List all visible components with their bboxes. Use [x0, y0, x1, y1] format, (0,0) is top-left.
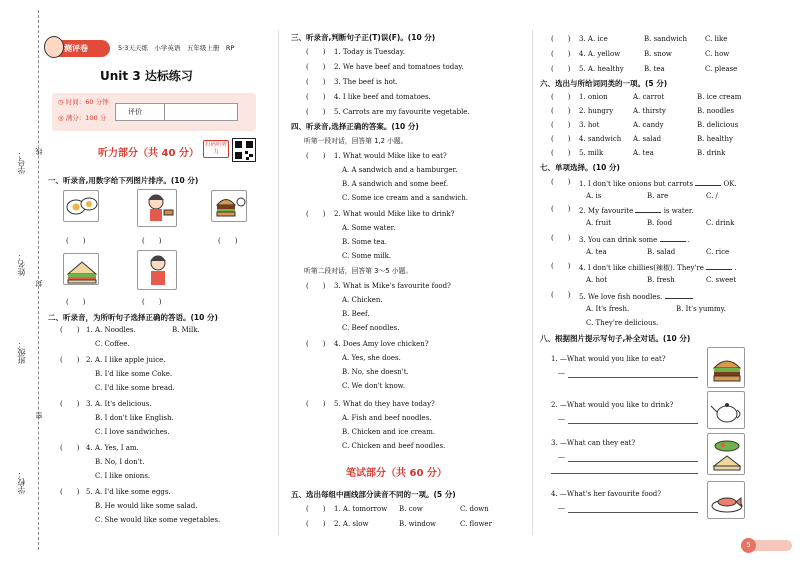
s2-answer-paren[interactable]: ( )	[60, 444, 80, 452]
column-divider-1	[278, 30, 279, 535]
s2-question-number: 1.	[86, 326, 93, 334]
s6-option-a: A. candy	[633, 121, 664, 129]
s7-blank[interactable]	[706, 262, 732, 270]
s7-answer-paren[interactable]: ( )	[551, 262, 571, 270]
s4-question: 2. What would Mike like to drink?	[334, 210, 455, 218]
s3-answer-paren[interactable]: ( )	[306, 108, 326, 116]
s4-option-a: A. Fish and beef noodles.	[342, 414, 432, 422]
s8-question: 3. —What can they eat?	[551, 439, 636, 447]
s8-answer-line[interactable]	[568, 512, 698, 513]
s2-option-b: B. He would like some salad.	[95, 502, 198, 510]
s4-question: 4. Does Amy love chicken?	[334, 340, 429, 348]
picture-2	[137, 189, 177, 227]
s4-option-a: A. Chicken.	[342, 296, 383, 304]
binding-mark-seal: 封	[35, 280, 43, 287]
s5-answer-paren[interactable]: ( )	[306, 505, 326, 513]
binding-margin	[0, 0, 46, 566]
answer-paren-2[interactable]: ( )	[142, 237, 162, 245]
section-8-heading: 八、根据图片提示写句子,补全对话。(10 分)	[540, 334, 691, 343]
s8-picture-4	[707, 481, 745, 519]
s7-question: 2. My favourite is water.	[579, 207, 694, 215]
s7-option-a: A. fruit	[586, 219, 612, 227]
s3-answer-paren[interactable]: ( )	[306, 48, 326, 56]
s8-answer-line[interactable]	[551, 473, 698, 474]
s6-option-b: B. noodles	[697, 107, 734, 115]
s2-answer-paren[interactable]: ( )	[60, 400, 80, 408]
s5-option-a: 2. A. slow	[334, 520, 369, 528]
s8-dash: —	[558, 504, 565, 512]
s6-answer-paren[interactable]: ( )	[551, 121, 571, 129]
s5-answer-paren[interactable]: ( )	[551, 65, 571, 73]
section-3-heading: 三、听录音,判断句子正(T)误(F)。(10 分)	[291, 33, 436, 42]
s7-option-c: C. drink	[706, 219, 735, 227]
teapot-icon	[708, 392, 746, 430]
s6-option-b: B. delicious	[697, 121, 739, 129]
salad-sandwich-icon	[708, 434, 746, 476]
s8-dash: —	[558, 369, 565, 377]
s5-answer-paren[interactable]: ( )	[306, 520, 326, 528]
s2-option-c: C. I like onions.	[95, 472, 151, 480]
s8-picture-2	[707, 391, 745, 429]
girl-eating-icon	[138, 190, 178, 228]
s2-question-number: 2.	[86, 356, 93, 364]
s5-option-c: C. how	[705, 50, 730, 58]
s7-option-c: C. sweet	[706, 276, 737, 284]
s2-question-number: 3.	[86, 400, 93, 408]
s2-option-a: A. Noodles.	[95, 326, 136, 334]
s7-option-b: B. food	[647, 219, 673, 227]
s4-option-c: C. Chicken and beef noodles.	[342, 442, 446, 450]
picture-4	[63, 253, 99, 285]
s4-question: 3. What is Mike's favourite food?	[334, 282, 451, 290]
picture-5	[137, 250, 177, 290]
s5-option-b: B. window	[399, 520, 437, 528]
s2-option-c: C. Coffee.	[95, 340, 130, 348]
s7-option-a: A. tea	[586, 248, 607, 256]
page-number-bar	[752, 540, 792, 551]
s8-answer-line[interactable]	[568, 377, 698, 378]
qr-code-icon[interactable]	[232, 138, 256, 162]
s5-answer-paren[interactable]: ( )	[551, 50, 571, 58]
picture-3	[211, 190, 247, 222]
s4-option-c: C. We don't know.	[342, 382, 406, 390]
clock-icon: ◷	[58, 98, 66, 106]
section-2-heading: 二、听录音，为所听句子选择正确的答语。(10 分)	[48, 313, 218, 322]
s4-answer-paren[interactable]: ( )	[306, 400, 326, 408]
hamburger-icon	[212, 191, 248, 223]
s4-option-b: B. Beef.	[342, 310, 370, 318]
s4-option-c: C. Some ice cream and a sandwich.	[342, 194, 468, 202]
s6-given-word: 3. hot	[579, 121, 600, 129]
s7-blank[interactable]	[660, 234, 686, 242]
s4-option-c: C. Beef noodles.	[342, 324, 400, 332]
s6-given-word: 5. milk	[579, 149, 604, 157]
s8-answer-line[interactable]	[568, 461, 698, 462]
answer-paren-1[interactable]: ( )	[66, 237, 86, 245]
score-info: ◎ 满分：100 分	[58, 114, 107, 122]
s2-option-b: B. No, I don't.	[95, 458, 145, 466]
s2-answer-paren[interactable]: ( )	[60, 356, 80, 364]
series-info: 5·3天天练 小学英语 五年级上册 RP	[118, 44, 235, 52]
dialogue-2-intro: 听第二段对话，回答第 3～5 小题。	[304, 267, 413, 275]
evaluation-box	[115, 103, 238, 121]
s7-option-b: B. are	[647, 192, 669, 200]
s2-option-a: A. I'd like some eggs.	[95, 488, 171, 496]
s4-option-a: A. A sandwich and a hamburger.	[342, 166, 458, 174]
section-4-heading: 四、听录音,选择正确的答案。(10 分)	[291, 122, 419, 131]
s7-blank[interactable]	[695, 178, 721, 186]
girl-icon	[138, 251, 178, 291]
s4-option-a: A. Yes, she does.	[342, 354, 401, 362]
s5-option-c: C. flower	[460, 520, 492, 528]
s6-answer-paren[interactable]: ( )	[551, 135, 571, 143]
s5-option-b: B. tea	[644, 65, 665, 73]
s6-given-word: 4. sandwich	[579, 135, 622, 143]
s4-answer-paren[interactable]: ( )	[306, 340, 326, 348]
class-label: 班级：	[17, 340, 26, 364]
section-6-heading: 六、选出与所给词同类的一项。(5 分)	[540, 79, 668, 88]
writing-heading: 笔试部分（共 60 分）	[346, 468, 447, 479]
sandwich-icon	[64, 254, 100, 286]
s3-answer-paren[interactable]: ( )	[306, 63, 326, 71]
s6-answer-paren[interactable]: ( )	[551, 107, 571, 115]
s8-question: 2. —What would you like to drink?	[551, 401, 674, 409]
s2-option-a: A. It's delicious.	[95, 400, 152, 408]
column-divider-2	[532, 30, 533, 535]
s7-option-a: A. hot	[586, 276, 608, 284]
school-label: 学校：	[17, 470, 26, 494]
dialogue-1-intro: 听第一段对话，回答第 1,2 小题。	[304, 137, 408, 145]
s4-question: 1. What would Mike like to eat?	[334, 152, 447, 160]
s5-option-a: 4. A. yellow	[579, 50, 621, 58]
eggs-icon	[64, 191, 100, 223]
s8-picture-3	[707, 433, 745, 475]
s6-given-word: 2. hungry	[579, 107, 614, 115]
s5-option-c: C. please	[705, 65, 738, 73]
s8-dash: —	[558, 453, 565, 461]
s4-option-b: B. No, she doesn't.	[342, 368, 409, 376]
score-icon: ◎	[58, 114, 66, 122]
hamburger-icon	[708, 348, 746, 389]
s5-option-c: C. like	[705, 35, 728, 43]
s2-option-b: B. I'd like some Coke.	[95, 370, 173, 378]
s8-question: 4. —What's her favourite food?	[551, 490, 662, 498]
s5-option-a: 3. A. ice	[579, 35, 608, 43]
section-7-heading: 七、单项选择。(10 分)	[540, 163, 620, 172]
s4-answer-paren[interactable]: ( )	[306, 210, 326, 218]
s7-option-a: A. is	[586, 192, 602, 200]
answer-paren-4[interactable]: ( )	[66, 298, 86, 306]
section-5-heading: 五、选出每组中画线部分读音不同的一项。(5 分)	[291, 490, 456, 499]
s3-statement: 5. Carrots are my favourite vegetable.	[334, 108, 470, 116]
s7-option-c: C. rice	[706, 248, 730, 256]
s8-dash: —	[558, 415, 565, 423]
s2-option-b: B. I don't like English.	[95, 414, 174, 422]
s5-option-b: B. cow	[399, 505, 423, 513]
s3-statement: 1. Today is Tuesday.	[334, 48, 405, 56]
s4-option-a: A. Some water.	[342, 224, 396, 232]
page-number: 5	[741, 538, 756, 553]
s6-option-b: B. healthy	[697, 135, 733, 143]
time-info: ◷ 时间：60 分钟	[58, 98, 109, 106]
s2-option-c: C. She would like some vegetables.	[95, 516, 221, 524]
s7-answer-paren[interactable]: ( )	[551, 178, 571, 186]
s4-option-c: C. Some milk.	[342, 252, 392, 260]
s2-option-a: A. I like apple juice.	[95, 356, 166, 364]
s6-answer-paren[interactable]: ( )	[551, 93, 571, 101]
s2-question-number: 4.	[86, 444, 93, 452]
evaluation-label: 评价	[128, 108, 142, 116]
s6-option-b: B. drink	[697, 149, 726, 157]
s2-answer-paren[interactable]: ( )	[60, 488, 80, 496]
mascot-icon	[44, 36, 64, 58]
s7-answer-paren[interactable]: ( )	[551, 234, 571, 242]
answer-paren-5[interactable]: ( )	[142, 298, 162, 306]
s7-question: 3. You can drink some .	[579, 236, 690, 244]
s2-option-a: A. Yes, I am.	[95, 444, 139, 452]
s4-option-b: B. Chicken and ice cream.	[342, 428, 436, 436]
s5-option-a: 5. A. healthy	[579, 65, 624, 73]
name-label: 姓名：	[17, 252, 26, 276]
s8-answer-line[interactable]	[568, 423, 698, 424]
s7-blank[interactable]	[635, 205, 661, 213]
s4-answer-paren[interactable]: ( )	[306, 282, 326, 290]
s2-option-b: B. Milk.	[172, 326, 200, 334]
binding-mark-secret: 密	[35, 412, 43, 419]
s8-question: 1. —What would you like to eat?	[551, 355, 666, 363]
s6-given-word: 1. onion	[579, 93, 608, 101]
s3-answer-paren[interactable]: ( )	[306, 78, 326, 86]
listening-heading: 听力部分（共 40 分）	[98, 148, 199, 159]
s7-option-c: C. /	[706, 192, 718, 200]
s7-question: 1. I don't like onions but carrots OK.	[579, 180, 737, 188]
s3-statement: 3. The beef is hot.	[334, 78, 398, 86]
s5-option-a: 1. A. tomorrow	[334, 505, 388, 513]
s7-option-b: B. fresh	[647, 276, 675, 284]
badge-label: 测评卷	[64, 44, 88, 53]
fish-dish-icon	[708, 482, 746, 520]
s7-question: 4. I don't like chillies(辣椒). They're .	[579, 264, 737, 272]
s7-option-b: B. salad	[647, 248, 676, 256]
s6-option-a: A. tea	[633, 149, 654, 157]
s6-option-a: A. carrot	[633, 93, 665, 101]
s7-option-a: A. It's fresh.	[586, 305, 630, 313]
s6-option-a: A. salad	[633, 135, 662, 143]
s6-answer-paren[interactable]: ( )	[551, 149, 571, 157]
s2-option-c: C. I'd like some bread.	[95, 384, 175, 392]
s5-option-b: B. snow	[644, 50, 672, 58]
s3-answer-paren[interactable]: ( )	[306, 93, 326, 101]
s5-answer-paren[interactable]: ( )	[551, 35, 571, 43]
s6-option-b: B. ice cream	[697, 93, 742, 101]
s5-option-b: B. sandwich	[644, 35, 688, 43]
s3-statement: 2. We have beef and tomatoes today.	[334, 63, 464, 71]
student-id-label: 学号：	[17, 150, 26, 174]
s7-answer-paren[interactable]: ( )	[551, 205, 571, 213]
qr-label: 扫码听听力	[203, 140, 229, 158]
answer-paren-3[interactable]: ( )	[218, 237, 238, 245]
s7-question: 5. We love fish noodles.	[579, 291, 693, 301]
page-title: Unit 3 达标练习	[100, 69, 193, 83]
picture-1	[63, 190, 99, 222]
binding-mark-line: 线	[35, 148, 43, 155]
s7-option-b: B. It's yummy.	[676, 305, 726, 313]
s3-statement: 4. I like beef and tomatoes.	[334, 93, 431, 101]
s5-option-c: C. down	[460, 505, 489, 513]
s6-option-a: A. thirsty	[633, 107, 666, 115]
section-1-heading: 一、听录音,用数字给下列图片排序。(10 分)	[48, 176, 199, 185]
s2-answer-paren[interactable]: ( )	[60, 326, 80, 334]
s4-question: 5. What do they have today?	[334, 400, 435, 408]
s7-blank[interactable]	[665, 291, 693, 299]
s4-option-b: B. A sandwich and some beef.	[342, 180, 449, 188]
s4-option-b: B. Some tea.	[342, 238, 387, 246]
s2-question-number: 5.	[86, 488, 93, 496]
s8-picture-1	[707, 347, 745, 388]
s2-option-c: C. I love sandwiches.	[95, 428, 170, 436]
s7-option-c: C. They're delicious.	[586, 319, 659, 327]
s4-answer-paren[interactable]: ( )	[306, 152, 326, 160]
test-badge	[48, 40, 110, 57]
s7-answer-paren[interactable]: ( )	[551, 291, 571, 299]
